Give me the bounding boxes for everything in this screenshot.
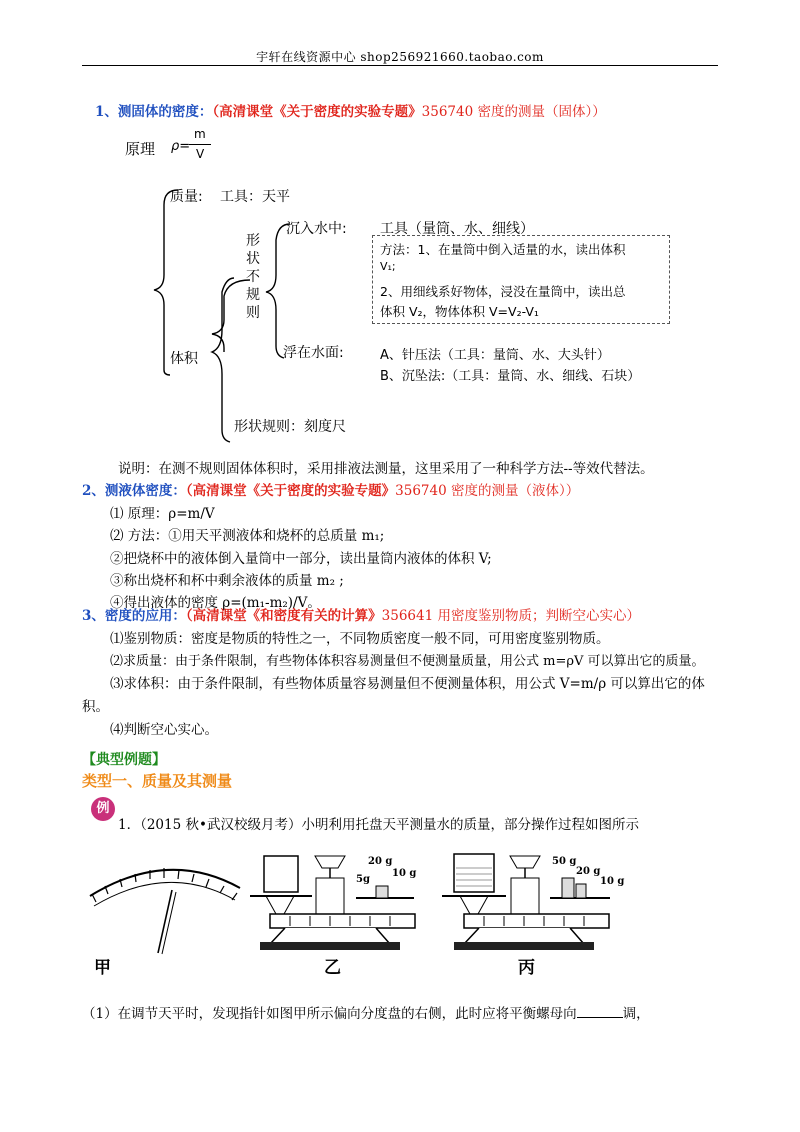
formula-lhs: ρ=	[171, 139, 191, 154]
s2-line: ⑵ 方法：①用天平测液体和烧杯的总质量 m₁;	[110, 528, 385, 544]
weight-label-bing-20: 20 g	[576, 866, 601, 877]
method-line-2b: 体积 V₂，物体体积 V=V₂-V₁	[380, 304, 539, 319]
section-2-tail: 356740 密度的测量（液体））	[395, 483, 580, 499]
principle-label: 原理	[125, 140, 156, 158]
irregular-char: 规	[246, 287, 260, 303]
section-3-tail: 356641 用密度鉴别物质；判断空心实心）	[381, 608, 640, 624]
dial-jia	[90, 868, 240, 954]
formula-numerator: m	[194, 127, 206, 141]
mass-tool: 工具：天平	[220, 189, 290, 205]
section-2-heading	[82, 479, 579, 499]
section-1-tail: 356740 密度的测量（固体））	[421, 104, 606, 120]
irregular-vertical-label	[246, 232, 262, 322]
figure-label-yi: 乙	[324, 958, 341, 978]
volume-label: 体积	[170, 351, 198, 367]
answer-blank[interactable]	[577, 1016, 623, 1018]
header-rule	[82, 65, 718, 66]
s3-line: 积。	[82, 699, 109, 715]
float-label: 浮在水面:	[283, 345, 344, 361]
balance-figure	[80, 848, 640, 988]
section-3-heading	[82, 604, 640, 624]
s2-line: ⑴ 原理：ρ=m/V	[110, 506, 215, 522]
s3-line: ⑴鉴别物质：密度是物质的特性之一，不同物质密度一般不同，可用密度鉴别物质。	[110, 631, 610, 647]
method-line-2: 2、用细线系好物体，浸没在量筒中，读出总	[380, 284, 626, 299]
float-method-b: B、沉坠法:（工具：量筒、水、细线、石块）	[380, 369, 641, 384]
weight-label-bing-50: 50 g	[552, 856, 577, 867]
page-header: 宇轩在线资源中心 shop256921660.taobao.com	[256, 50, 544, 64]
question-1-part-1-text: （1）在调节天平时，发现指针如图甲所示偏向分度盘的右侧，此时应将平衡螺母向	[82, 1006, 577, 1022]
s2-line: ②把烧杯中的液体倒入量筒中一部分，读出量筒内液体的体积 V;	[110, 551, 492, 567]
weight-label-bing-10: 10 g	[600, 876, 625, 887]
brace-diagram	[150, 180, 300, 450]
mass-label: 质量:	[170, 189, 203, 205]
irregular-char: 不	[246, 269, 260, 285]
formula-denominator: V	[196, 147, 205, 161]
figure-label-bing: 丙	[518, 958, 535, 978]
section-3-bracket: （高清课堂《和密度有关的计算》	[185, 608, 382, 624]
formula-bar	[189, 144, 211, 145]
weight-label-yi-20: 20 g	[368, 856, 393, 867]
method-line-1b: V₁;	[380, 260, 396, 273]
s3-line: ⑶求体积：由于条件限制，有些物体质量容易测量但不便测量体积，用公式 V=m/ρ 可以算出它的体	[110, 676, 705, 692]
method-line-1: 方法：1、在量筒中倒入适量的水，读出体积	[380, 242, 626, 257]
s3-line: ⑷判断空心实心。	[110, 722, 218, 738]
s3-line: ⑵求质量：由于条件限制，有些物体体积容易测量但不便测量质量，用公式 m=ρV 可以算出它的质量。	[110, 654, 705, 669]
question-1-part-1-end: 调，	[622, 1006, 650, 1022]
balance-yi	[250, 856, 415, 950]
question-1: 1．（2015 秋•武汉校级月考）小明利用托盘天平测量水的质量，部分操作过程如图所示	[118, 817, 639, 833]
weight-label-yi-5: 5g	[356, 874, 370, 885]
section-3-title: 3、密度的应用：	[82, 608, 186, 624]
weight-label-yi-10: 10 g	[392, 868, 417, 879]
note-text: 说明：在测不规则固体体积时，采用排液法测量，这里采用了一种科学方法--等效代替法。	[118, 461, 654, 477]
irregular-char: 状	[246, 251, 260, 267]
section-1-title: 1、测固体的密度：	[95, 104, 213, 120]
sink-label: 沉入水中:	[286, 221, 347, 237]
section-2-title: 2、测液体密度：	[82, 483, 186, 499]
s2-line: ③称出烧杯和杯中剩余液体的质量 m₂ ;	[110, 573, 344, 589]
s2-line: ④得出液体的密度 ρ=(m₁-m₂)/V。	[110, 595, 321, 611]
irregular-char: 形	[246, 233, 260, 249]
example-badge: 例	[91, 797, 115, 821]
figure-label-jia: 甲	[94, 958, 111, 978]
type-1-heading: 类型一、质量及其测量	[82, 772, 233, 790]
section-2-bracket: （高清课堂《关于密度的实验专题》	[185, 483, 396, 499]
float-method-a: A、针压法（工具：量筒、水、大头针）	[380, 348, 610, 363]
regular-shape-label: 形状规则：刻度尺	[234, 419, 346, 435]
question-1-part-1	[82, 1002, 650, 1022]
section-1-bracket: （高清课堂《关于密度的实验专题》	[212, 104, 422, 120]
sink-tool: 工具（量筒、水、细线）	[380, 221, 534, 237]
typical-examples-heading: 【典型例题】	[82, 752, 166, 768]
section-1-heading	[95, 100, 606, 120]
irregular-char: 则	[246, 305, 260, 321]
